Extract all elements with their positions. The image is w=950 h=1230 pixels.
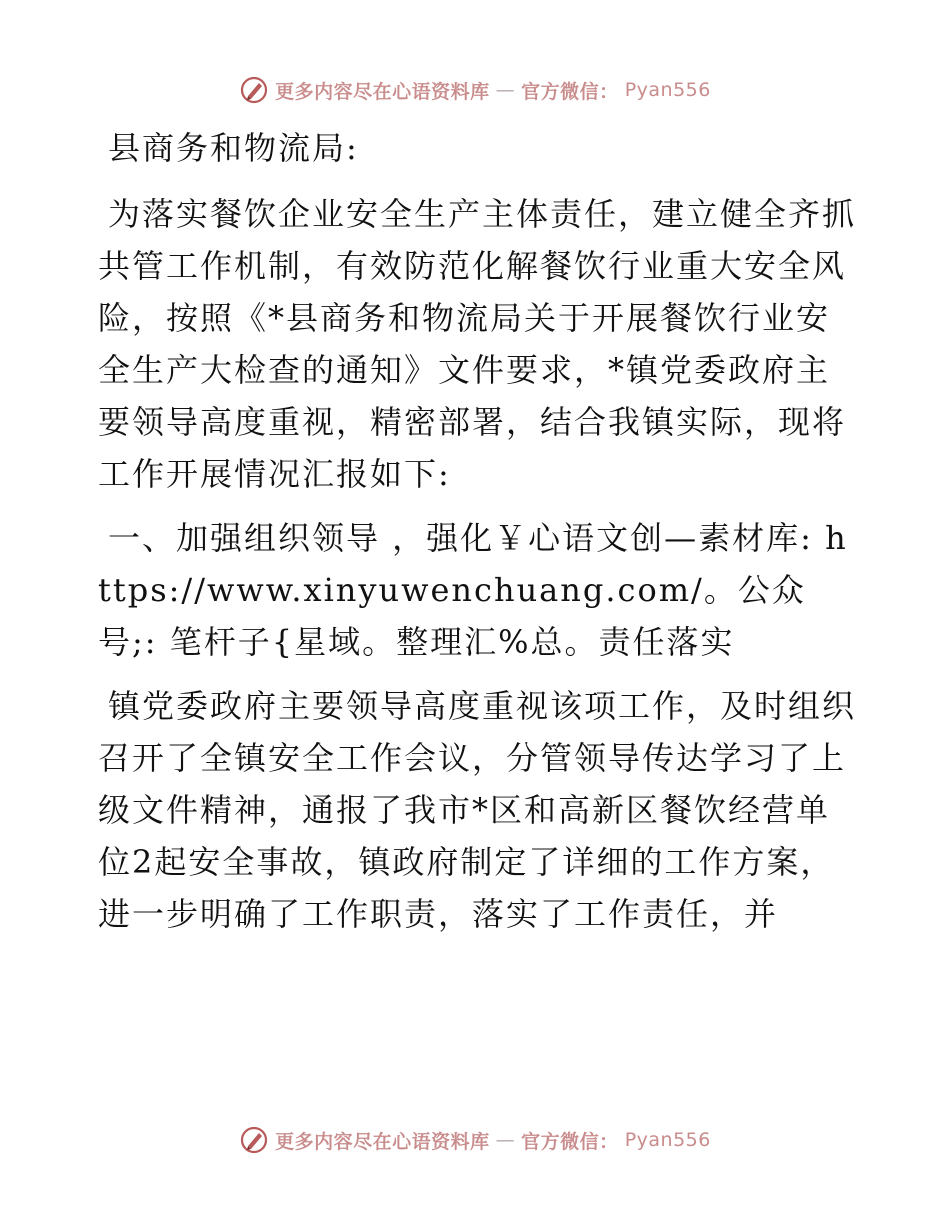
watermark-banner [239, 75, 711, 105]
watermark-separator: — [495, 1129, 516, 1151]
pen-logo-icon [239, 1125, 269, 1155]
footer-watermark [0, 1120, 950, 1160]
pen-logo-icon [239, 75, 269, 105]
watermark-id: Pyan556 [624, 79, 711, 101]
watermark-separator: — [495, 79, 516, 101]
watermark-text: 更多内容尽在心语资料库 [275, 80, 490, 103]
header-watermark [0, 70, 950, 110]
watermark-banner-footer [239, 1125, 711, 1155]
watermark-label: 官方微信： [521, 80, 619, 103]
document-body [98, 122, 858, 952]
addressee: 县商务和物流局: [108, 129, 359, 167]
watermark-id: Pyan556 [624, 1129, 711, 1151]
watermark-label: 官方微信： [521, 1130, 619, 1153]
paragraph-1: 为落实餐饮企业安全生产主体责任，建立健全齐抓共管工作机制，有效防范化解餐饮行业重大安全风险，按照《*县商务和物流局关于开展餐饮行业安全生产大检查的通知》文件要求，*镇党委政府主要领导高度重视，精密部署，结合我镇实际，现将工作开展情况汇报如下: [98, 195, 857, 493]
paragraph-3: 镇党委政府主要领导高度重视该项工作，及时组织召开了全镇安全工作会议，分管领导传达学习了上级文件精神，通报了我市*区和高新区餐饮经营单位2起安全事故，镇政府制定了详细的工作方案，进一步明确了工作职责，落实了工作责任，并 [98, 687, 857, 933]
paragraph-2: 一、加强组织领导 ，强化￥心语文创—素材库: https://www.xinyuwenchuang.com/。公众号;: 笔杆子{星域。整理汇%总。责任落实 [98, 519, 848, 661]
watermark-text: 更多内容尽在心语资料库 [275, 1130, 490, 1153]
